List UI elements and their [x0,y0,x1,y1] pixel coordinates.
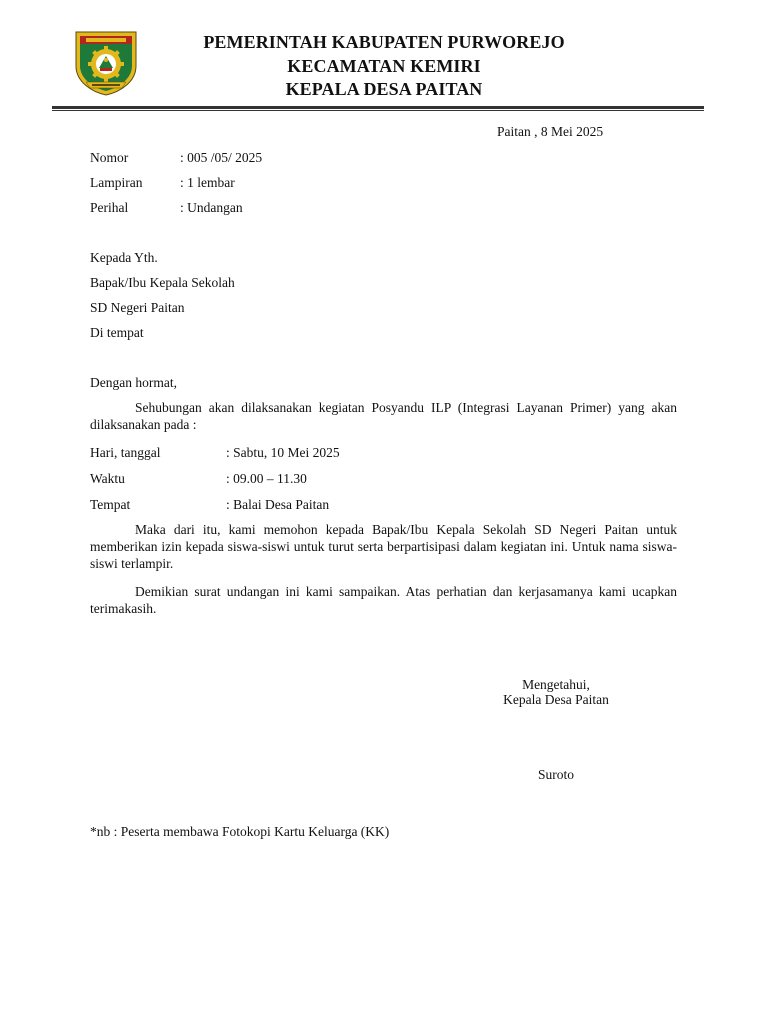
addressee-school: SD Negeri Paitan [90,300,185,315]
tempat-label: Tempat [90,497,131,512]
letterhead-divider-thin [52,110,704,111]
lampiran-label: Lampiran [90,175,143,190]
perihal-value: : Undangan [180,200,243,215]
addressee-salutation: Kepada Yth. [90,250,158,265]
lampiran-value: : 1 lembar [180,175,235,190]
addressee-location: Di tempat [90,325,144,340]
signature-name: Suroto [537,767,574,782]
waktu-label: Waktu [90,471,125,486]
nomor-label: Nomor [90,150,129,165]
body-paragraph-closing: Demikian surat undangan ini kami sampaikan. Atas perhatian dan kerjasamanya kami ucapkan terimakasih. [90,584,677,616]
letterhead-village-head: KEPALA DESA PAITAN [285,79,483,99]
letterhead-district: KECAMATAN KEMIRI [287,56,481,76]
signature-title: Kepala Desa Paitan [503,692,609,707]
tempat-value: : Balai Desa Paitan [226,497,330,512]
nomor-value: : 005 /05/ 2025 [180,150,263,165]
hari-value: : Sabtu, 10 Mei 2025 [226,445,340,460]
footnote: *nb : Peserta membawa Fotokopi Kartu Keluarga (KK) [90,824,390,839]
letter-date: Paitan , 8 Mei 2025 [497,124,604,139]
signature-acknowledged: Mengetahui, [522,677,590,692]
letterhead-divider-thick [52,106,704,109]
letterhead-government: PEMERINTAH KABUPATEN PURWOREJO [203,32,565,52]
greeting: Dengan hormat, [90,375,177,390]
hari-label: Hari, tanggal [90,445,161,460]
body-paragraph-request: Maka dari itu, kami memohon kepada Bapak/Ibu Kepala Sekolah SD Negeri Paitan untuk memberikan izin kepada siswa-siswi untuk turut serta berpartisipasi dalam kegiatan ini. Untuk nama siswa-siswi terlampir. [90,522,677,571]
regency-crest-icon [72,26,140,96]
perihal-label: Perihal [90,200,129,215]
body-paragraph-intro: Sehubungan akan dilaksanakan kegiatan Posyandu ILP (Integrasi Layanan Primer) yang akan dilaksanakan pada : [90,400,677,432]
regency-crest-icon-svg [72,26,140,96]
waktu-value: : 09.00 – 11.30 [226,471,307,486]
addressee-recipient: Bapak/Ibu Kepala Sekolah [90,275,235,290]
